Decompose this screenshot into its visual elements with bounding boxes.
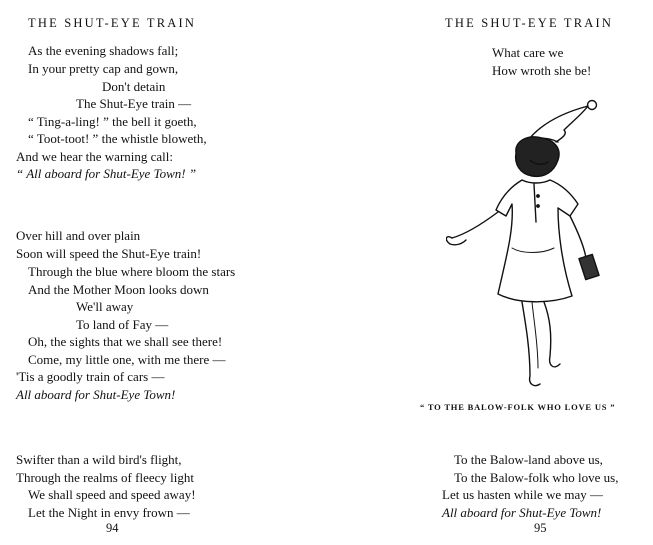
poem-line: To the Balow-folk who love us, bbox=[454, 470, 619, 485]
poem-line: “ Ting-a-ling! ” the bell it goeth, bbox=[28, 114, 197, 129]
poem-line: Soon will speed the Shut-Eye train! bbox=[16, 246, 202, 261]
poem-line: What care we bbox=[492, 45, 564, 60]
child-illustration bbox=[446, 98, 621, 398]
poem-line: 'Tis a goodly train of cars — bbox=[16, 369, 165, 384]
poem-line: In your pretty cap and gown, bbox=[28, 61, 179, 76]
running-head-left: THE SHUT-EYE TRAIN bbox=[28, 16, 197, 30]
poem-line-refrain: All aboard for Shut-Eye Town! bbox=[442, 505, 602, 520]
poem-line-refrain: All aboard for Shut-Eye Town! bbox=[16, 387, 176, 402]
poem-line: Through the realms of fleecy light bbox=[16, 470, 194, 485]
poem-line: We shall speed and speed away! bbox=[28, 487, 196, 502]
left-page bbox=[0, 0, 326, 545]
poem-line: Let us hasten while we may — bbox=[442, 487, 604, 502]
poem-line: We'll away bbox=[76, 299, 134, 314]
right-page bbox=[326, 0, 653, 545]
poem-line: Let the Night in envy frown — bbox=[28, 505, 190, 520]
poem-line: To the Balow-land above us, bbox=[454, 452, 603, 467]
poem-line-refrain: “ All aboard for Shut-Eye Town! ” bbox=[16, 166, 197, 181]
poem-line: Over hill and over plain bbox=[16, 228, 141, 243]
poem-line: And the Mother Moon looks down bbox=[28, 282, 209, 297]
poem-line: Swifter than a wild bird's flight, bbox=[16, 452, 182, 467]
page-number-left: 94 bbox=[106, 521, 119, 535]
illustration-caption: “ TO THE BALOW-FOLK WHO LOVE US ” bbox=[420, 402, 616, 412]
poem-line: Don't detain bbox=[102, 79, 166, 94]
poem-line: Through the blue where bloom the stars bbox=[28, 264, 236, 279]
poem-line: The Shut-Eye train — bbox=[76, 96, 192, 111]
poem-line: To land of Fay — bbox=[76, 317, 169, 332]
poem-line: Come, my little one, with me there — bbox=[28, 352, 226, 367]
poem-line: As the evening shadows fall; bbox=[28, 43, 179, 58]
poem-line: “ Toot-toot! ” the whistle bloweth, bbox=[28, 131, 207, 146]
running-head-right: THE SHUT-EYE TRAIN bbox=[445, 16, 614, 30]
poem-line: Oh, the sights that we shall see there! bbox=[28, 334, 223, 349]
poem-line: And we hear the warning call: bbox=[16, 149, 174, 164]
page-number-right: 95 bbox=[534, 521, 547, 535]
poem-line: How wroth she be! bbox=[492, 63, 592, 78]
